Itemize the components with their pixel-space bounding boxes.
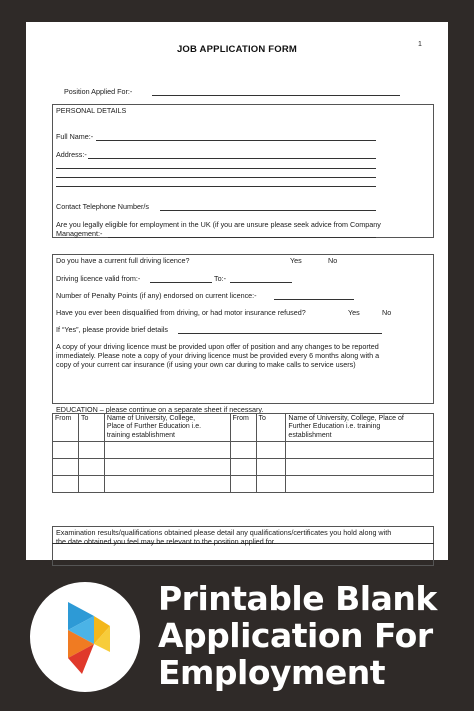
full-name-field[interactable] xyxy=(96,140,376,141)
col-to-1: To xyxy=(78,414,104,442)
penalty-field[interactable] xyxy=(274,299,354,300)
licence-note-line3: copy of your current car insurance (if using your own car during to make calls to service users) xyxy=(56,360,356,369)
banner-title xyxy=(158,580,437,691)
phone-field[interactable] xyxy=(160,210,376,211)
disqualified-question: Have you ever been disqualified from driving, or had motor insurance refused? xyxy=(56,308,306,317)
form-page xyxy=(26,22,448,560)
col-name-2-line3: establishment xyxy=(288,431,332,439)
col-name-2-line2: Further Education i.e. training xyxy=(288,423,381,431)
phone-label: Contact Telephone Number/s xyxy=(56,202,149,211)
licence-question: Do you have a current full driving licence? xyxy=(56,256,190,265)
table-row[interactable] xyxy=(53,476,434,493)
education-table xyxy=(52,413,434,493)
banner-title-line1: Printable Blank xyxy=(158,579,437,618)
address-label: Address:- xyxy=(56,150,87,159)
banner-title-line2: Application For xyxy=(158,616,433,655)
col-name-1-line1: Name of University, College, xyxy=(106,415,196,422)
col-name-2 xyxy=(286,414,434,442)
address-field-2[interactable] xyxy=(56,168,376,169)
position-label: Position Applied For:- xyxy=(64,87,133,96)
if-yes-field[interactable] xyxy=(178,333,382,334)
valid-from-field[interactable] xyxy=(150,282,212,283)
licence-no[interactable]: No xyxy=(328,256,338,265)
address-field-3[interactable] xyxy=(56,177,376,178)
address-field-1[interactable] xyxy=(88,158,376,159)
eligibility-question-line2: Management:- xyxy=(56,229,103,238)
address-field-4[interactable] xyxy=(56,186,376,187)
valid-to-field[interactable] xyxy=(230,282,292,283)
eligibility-field[interactable] xyxy=(108,237,376,238)
exam-text-line2: the date obtained you feel may be relevant to the position applied for. xyxy=(56,537,276,546)
col-to-2: To xyxy=(256,414,286,442)
licence-note-line1: A copy of your driving licence must be provided upon offer of position and any changes to be reported xyxy=(56,342,379,351)
logo-circle xyxy=(30,582,140,692)
printable-logo-icon xyxy=(30,582,140,692)
valid-from-label: Driving licence valid from:- xyxy=(56,274,141,283)
table-row[interactable] xyxy=(53,459,434,476)
col-name-2-line1: Name of University, College, Place of xyxy=(288,415,404,422)
col-from-1: From xyxy=(53,414,79,442)
education-heading: EDUCATION – please continue on a separate sheet if necessary. xyxy=(56,405,264,414)
licence-note-line2: immediately. Please note a copy of your driving licence must be provided every 6 months along with a xyxy=(56,351,380,360)
col-from-2: From xyxy=(230,414,256,442)
education-header-row xyxy=(53,414,434,442)
col-name-1-line3: training establishment xyxy=(106,431,175,439)
valid-to-label: To:- xyxy=(214,274,226,283)
disqualified-no[interactable]: No xyxy=(382,308,392,317)
col-name-1 xyxy=(104,414,230,442)
form-title: JOB APPLICATION FORM xyxy=(176,44,298,55)
col-name-1-line2: Place of Further Education i.e. xyxy=(106,423,202,431)
position-field[interactable] xyxy=(152,95,400,96)
table-row[interactable] xyxy=(53,442,434,459)
banner-title-line3: Employment xyxy=(158,653,386,692)
personal-details-section xyxy=(52,104,434,238)
if-yes-label: If “Yes”, please provide brief details xyxy=(56,325,168,334)
penalty-label: Number of Penalty Points (if any) endorsed on current licence:- xyxy=(56,291,257,300)
personal-heading: PERSONAL DETAILS xyxy=(56,106,127,115)
page-number: 1 xyxy=(418,41,422,48)
licence-yes[interactable]: Yes xyxy=(290,256,302,265)
full-name-label: Full Name:- xyxy=(56,132,94,141)
exam-text-line1: Examination results/qualifications obtained please detail any qualifications/certificates you hold along with xyxy=(56,528,392,537)
eligibility-question-line1: Are you legally eligible for employment in the UK (if you are unsure please seek advice from Company xyxy=(56,220,381,229)
disqualified-yes[interactable]: Yes xyxy=(348,308,360,317)
